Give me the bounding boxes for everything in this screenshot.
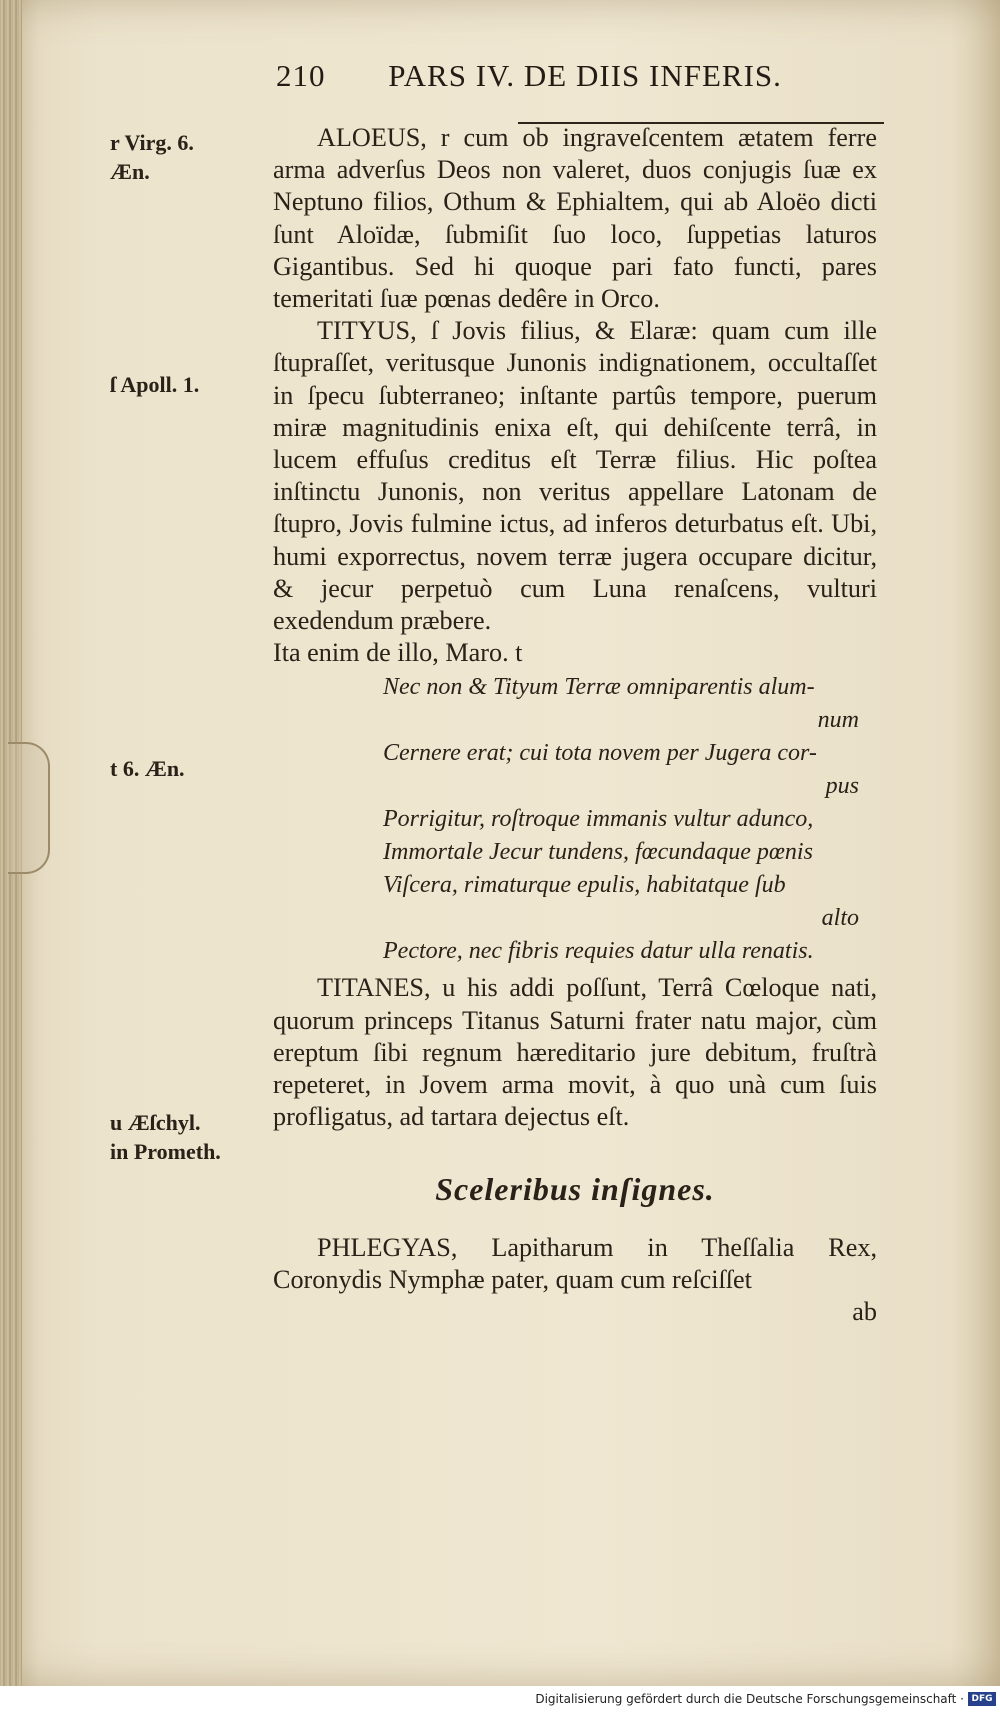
paragraph-phlegyas: PHLEGYAS, Lapitharum in Theſſalia Rex, Coronydis Nymphæ pater, quam cum reſciſſet xyxy=(273,1232,877,1294)
verse-line: Pectore, nec fibris requies datur ulla renatis. xyxy=(383,938,814,965)
catchword: ab xyxy=(852,1297,877,1327)
margin-note-virgil: r Virg. 6. Æn. xyxy=(110,130,194,184)
verse-line: Cernere erat; cui tota novem per Jugera cor- xyxy=(383,740,817,767)
paragraph-ita: Ita enim de illo, Maro. t xyxy=(273,638,523,668)
section-heading: Sceleribus inſignes. xyxy=(435,1171,715,1208)
verse-turnover: alto xyxy=(821,905,859,932)
digitization-footer xyxy=(0,1686,1000,1712)
verse-line: Viſcera, rimaturque epulis, habitatque ſub xyxy=(383,872,786,899)
verse-turnover: pus xyxy=(825,773,859,800)
paragraph-titanes: TITANES, u his addi poſſunt, Terrâ Cœloque nati, quorum princeps Titanus Saturni frater natu major, cùm ereptum ſibi regnum hæreditario jure debitum, fruſtrà repeteret, in Jovem arma movit, à quo unà cum ſuis profligatus, ad tartara dejectus eſt. xyxy=(273,973,877,1132)
funding-credit: Digitalisierung gefördert durch die Deutsche Forschungsgemeinschaft · xyxy=(535,1692,964,1706)
running-title: PARS IV. DE DIIS INFERIS. xyxy=(388,58,782,93)
verse-line: Nec non & Tityum Terræ omniparentis alum- xyxy=(383,674,815,701)
page-tab-marker xyxy=(8,742,50,874)
main-text xyxy=(273,122,877,1328)
margin-note-apollodorus: ſ Apoll. 1. xyxy=(110,372,200,397)
margin-note-aeschylus: u Æſchyl. in Prometh. xyxy=(110,1110,221,1164)
verse-line: Porrigitur, roſtroque immanis vultur adunco, xyxy=(383,806,814,833)
running-header xyxy=(276,58,856,94)
verse-quotation xyxy=(383,671,877,968)
paragraph-aloeus: ALOEUS, r cum ob ingraveſcentem ætatem ferre arma adverſus Deos non valeret, duos conjugis ſuæ ex Neptuno filios, Othum & Ephialtem, qui ab Aloëo dicti ſunt Aloïdæ, ſubmiſit ſuo loco, ſuppetias laturos Gigantibus. Sed hi quoque pari fato functi, pares temeritati ſuæ pœnas dedêre in Orco. xyxy=(273,123,877,314)
page-number: 210 xyxy=(276,58,326,93)
paragraph-tityus: TITYUS, ſ Jovis filius, & Elaræ: quam cum ille ſtupraſſet, veritusque Junonis indignationem, occultaſſet in ſpecu ſubterraneo; inſtante partûs tempore, puerum miræ magnitudinis enixa eſt, qui dehiſcente terrâ, in lucem effuſus creditus eſt Terræ filius. Hic poſtea inſtinctu Junonis, non veritus appellare Latonam de ſtupro, Jovis fulmine ictus, ad inferos deturbatus eſt. Ubi, humi exporrectus, novem terræ jugera occupare dicitur, & jecur perpetuò cum Luna renaſcens, vulturi exedendum præbere. xyxy=(273,316,877,636)
margin-note-aeneid: t 6. Æn. xyxy=(110,756,185,781)
verse-turnover: num xyxy=(817,707,859,734)
verse-line: Immortale Jecur tundens, fœcundaque pœnis xyxy=(383,839,813,866)
dfg-logo: DFG xyxy=(968,1692,996,1706)
